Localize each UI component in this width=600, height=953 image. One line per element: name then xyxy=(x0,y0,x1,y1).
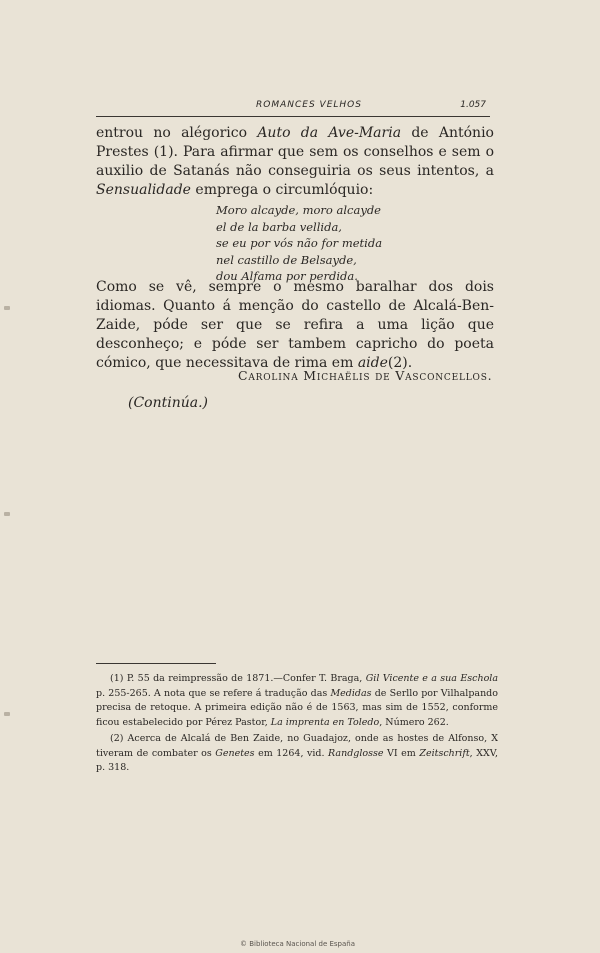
running-header xyxy=(96,98,490,117)
term-aide: aide xyxy=(357,355,388,371)
paragraph-1 xyxy=(96,124,494,200)
footnote-rule xyxy=(96,663,216,664)
verse-quotation xyxy=(216,202,382,285)
verse-line: se eu por vós não for metida xyxy=(216,236,383,250)
text-run: entrou no alégorico xyxy=(96,125,258,141)
continued-note: (Continúa.) xyxy=(128,395,209,411)
citation-title: Gil Vicente e a sua Eschola xyxy=(365,673,498,684)
paragraph-2 xyxy=(96,278,494,373)
verse-line: dou Alfama por perdida. xyxy=(216,269,358,283)
citation-title: Medidas xyxy=(330,687,372,699)
text-run: Como se vê, sempre o mesmo baralhar dos dois idiomas. Quanto á menção do castello de Alcalá-Ben-Zaide, póde ser que se refira a uma lição que desconheço; e póde ser tambem capricho do poeta cómico, que necessitava de rima em xyxy=(96,279,494,371)
citation-title: Zeitschrift xyxy=(419,747,470,759)
text-run: , XXV, p. 318. xyxy=(96,747,498,773)
text-run: de António Prestes (1). Para afirmar que sem os conselhos e sem o auxilio de Satanás não conseguiria os seus intentos, a xyxy=(96,125,494,179)
text-run: (2). xyxy=(387,355,413,371)
citation-title: Genetes xyxy=(215,747,255,759)
text-run: de Serllo por Vilhalpando precisa de retoque. A primeira edição não é de 1563, mas sim de 1552, conforme ficou estabelecido por Pérez Pastor, xyxy=(96,687,498,728)
page-number: 1.057 xyxy=(460,100,486,110)
verse-line: Moro alcayde, moro alcayde xyxy=(216,203,381,217)
text-run: emprega o circumlóquio: xyxy=(190,182,374,198)
library-credit: © Biblioteca Nacional de España xyxy=(240,940,356,948)
work-title-auto: Auto da Ave-Maria xyxy=(257,125,402,141)
scan-margin-mark xyxy=(4,512,10,516)
text-run: (1) P. 55 da reimpressão de 1871.—Confer T. Braga, xyxy=(110,673,366,684)
footnote-2 xyxy=(96,732,498,776)
footnotes xyxy=(96,672,498,778)
verse-line: nel castillo de Belsayde, xyxy=(216,252,357,267)
running-title: ROMANCES VELHOS xyxy=(256,100,362,110)
scan-margin-mark xyxy=(4,712,10,716)
text-run: em 1264, vid. xyxy=(254,747,329,759)
text-run: , Número 262. xyxy=(379,716,449,728)
scan-margin-mark xyxy=(4,306,10,310)
text-run: (2) Acerca de Alcalá de Ben Zaide, no Guadajoz, onde as hostes de Alfonso, X tiveram de combater os xyxy=(96,733,498,759)
citation-title: Randglosse xyxy=(328,747,384,759)
text-run: p. 255-265. A nota que se refere á tradução das xyxy=(96,687,331,699)
citation-title: La imprenta en Toledo xyxy=(270,716,380,728)
author-signature: Carolina Michaëlis de Vasconcellos. xyxy=(238,368,493,383)
term-sensualidade: Sensualidade xyxy=(96,182,191,198)
text-run: VI em xyxy=(383,747,420,759)
verse-line: el de la barba vellida, xyxy=(216,219,342,234)
footnote-1 xyxy=(96,672,498,730)
